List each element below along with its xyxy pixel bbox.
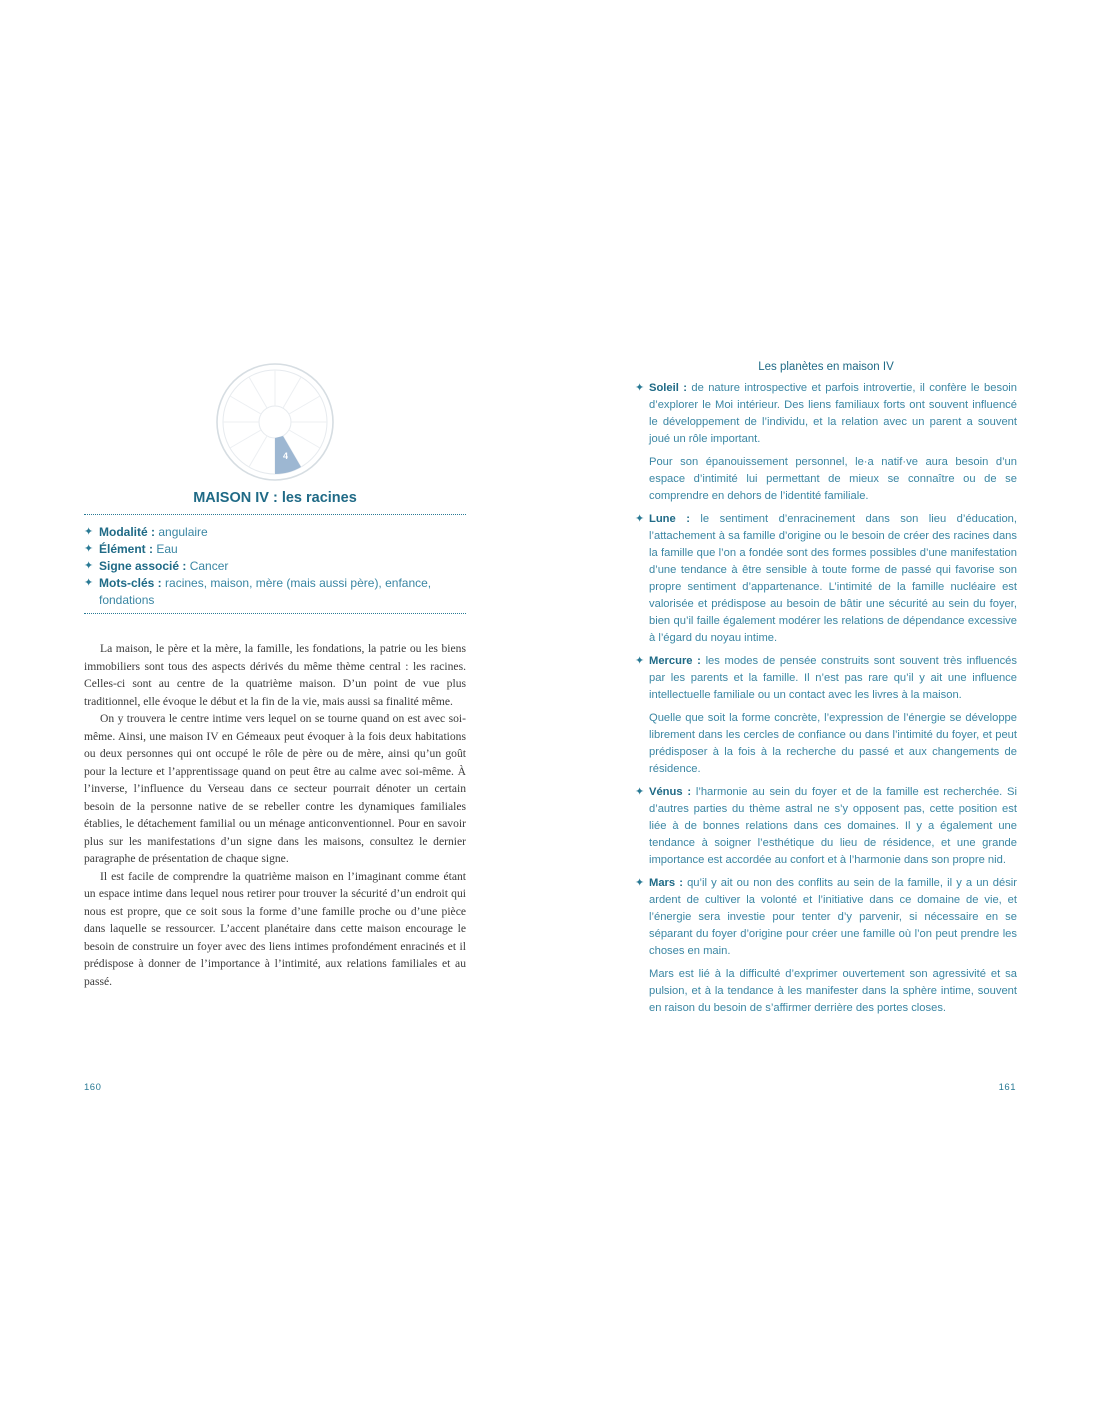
page-number-right: 161 <box>998 1082 1016 1093</box>
bullet-star-icon: ✦ <box>635 513 645 525</box>
planets-list <box>635 380 1017 1023</box>
body-paragraph: Il est facile de comprendre la quatrième maison en l’imaginant comme étant un espace intime dans lequel nous retirer pour trouver la sécurité d’un endroit qui nous est propre, que ce soit sous la forme d’une famille proche ou d’une pièce dans laquelle se ressourcer. L’accent planétaire dans cette maison encourage le besoin de construire un foyer avec des liens intimes profondément enracinés et il prédispose à donner de l’importance à l’intimité, aux relations familiales et au passé. <box>84 869 466 988</box>
property-item: ✦ Modalité : angulaire <box>84 525 208 539</box>
body-text <box>84 640 466 990</box>
planet-item-soleil: ✦ Soleil : de nature introspective et parfois introvertie, il confère le besoin d’explorer le Moi intérieur. Des liens familiaux forts ont souvent influencé le développement de l’individu, et la relation avec un parent a souvent joué un rôle important. Pour son épanouissement personnel, le·a natif·ve aura besoin d’un espace d’intimité lui permettant de mieux se connaître ou de se comprendre en dehors de l’identité familiale. <box>635 382 1017 502</box>
page-number-left: 160 <box>84 1082 102 1093</box>
planet-item-mars: ✦ Mars : qu’il y ait ou non des conflits au sein de la famille, il y a un désir ardent de cultiver la volonté et l’initiative dans ce domaine de vie, et l’énergie sera investie pour tenter d’y parvenir, si nécessaire en se séparant du foyer d’origine pour créer une famille où l’on peut prendre les choses en main. Mars est lié à la difficulté d’exprimer ouvertement son agressivité et sa pulsion, et à la tendance à les manifester dans la sphère intime, souvent en raison du besoin de s’affirmer derrière des portes closes. <box>635 877 1018 1014</box>
house-title-main: MAISON IV : <box>193 490 278 506</box>
divider-bottom <box>84 613 466 614</box>
bullet-star-icon: ✦ <box>635 877 645 889</box>
planet-item-mercure: ✦ Mercure : les modes de pensée construits sont souvent très influencés par les parents et la famille. Il n’est pas rare qu’il y ait une influence intellectuelle familiale ou un contact avec les livres à la maison. Quelle que soit la forme concrète, l’expression de l’énergie se développe librement dans les cercles de confiance ou dans l’intimité du foyer, et peut prédisposer à la fois à la recherche du passé et aux changements de résidence. <box>635 655 1017 775</box>
bullet-star-icon: ✦ <box>84 560 94 572</box>
divider-top <box>84 514 466 515</box>
bullet-star-icon: ✦ <box>84 526 94 538</box>
planet-item-venus: ✦ Vénus : l’harmonie au sein du foyer et de la famille est recherchée. Si d’autres parties du thème astral ne s’y opposent pas, cette position est liée à de bonnes relations dans ces domaines. Il y a également une tendance à soigner l’esthétique du lieu de résidence, et une grande importance est accordée au confort et à l’harmonie dans son propre nid. <box>635 786 1018 866</box>
body-paragraph: On y trouvera le centre intime vers lequel on se tourne quand on est avec soi-même. Ainsi, une maison IV en Gémeaux peut évoquer à la fois deux habitations ou deux personnes qui ont occupé le rôle de père ou de mère, ainsi qu’un goût pour la lecture et l’apprentissage quand on peut être au calme avec soi-même. À l’inverse, l’influence du Verseau dans ce secteur pourrait dénoter un certain besoin de la personne native de se rebeller contre les dynamiques familiales établies, le détachement familial ou un ménage anticonventionnel. Pour en savoir plus sur les manifestations d’un signe dans les maisons, consultez le dernier paragraphe de présentation de chaque signe. <box>84 712 466 865</box>
planet-item-lune: ✦ Lune : le sentiment d’enracinement dans son lieu d’éducation, l’attachement à sa famille d’origine ou le besoin de créer des racines dans la famille que l’on a fondée sont des formes possibles d’une manifestation d’une tendance à être sensible à toute forme de passé qui favorise son propre sentiment d’appartenance. L’intimité de la famille nucléaire est valorisée et prédispose au besoin de bâtir une sécurité au sein du foyer, bien qu’il faille également modérer les relations de dépendance excessive à l’égard du noyau intime. <box>635 513 1018 644</box>
bullet-star-icon: ✦ <box>635 786 645 798</box>
house-wheel-icon <box>215 362 335 482</box>
house-title <box>84 490 466 506</box>
bullet-star-icon: ✦ <box>635 382 645 394</box>
wheel-number: 4 <box>283 451 289 461</box>
bullet-star-icon: ✦ <box>84 577 94 589</box>
house-title-sub: les racines <box>281 490 357 506</box>
property-item: ✦ Signe associé : Cancer <box>84 559 229 573</box>
body-paragraph: La maison, le père et la mère, la famille, les fondations, la patrie ou les biens immobiliers sont tous des aspects dérivés du même thème central : les racines. Celles-ci sont au centre de la quatrième maison. D’un point de vue plus traditionnel, elle évoque le début et la fin de la vie, mais aussi sa finalité même. <box>84 642 466 708</box>
bullet-star-icon: ✦ <box>635 655 645 667</box>
right-page <box>550 0 1100 1422</box>
bullet-star-icon: ✦ <box>84 543 94 555</box>
property-item: ✦ Mots-clés : racines, maison, mère (mais aussi père), enfance, fondations <box>84 576 432 607</box>
property-item: ✦ Élément : Eau <box>84 542 178 556</box>
planets-heading: Les planètes en maison IV <box>758 361 894 373</box>
house-properties <box>84 524 466 609</box>
